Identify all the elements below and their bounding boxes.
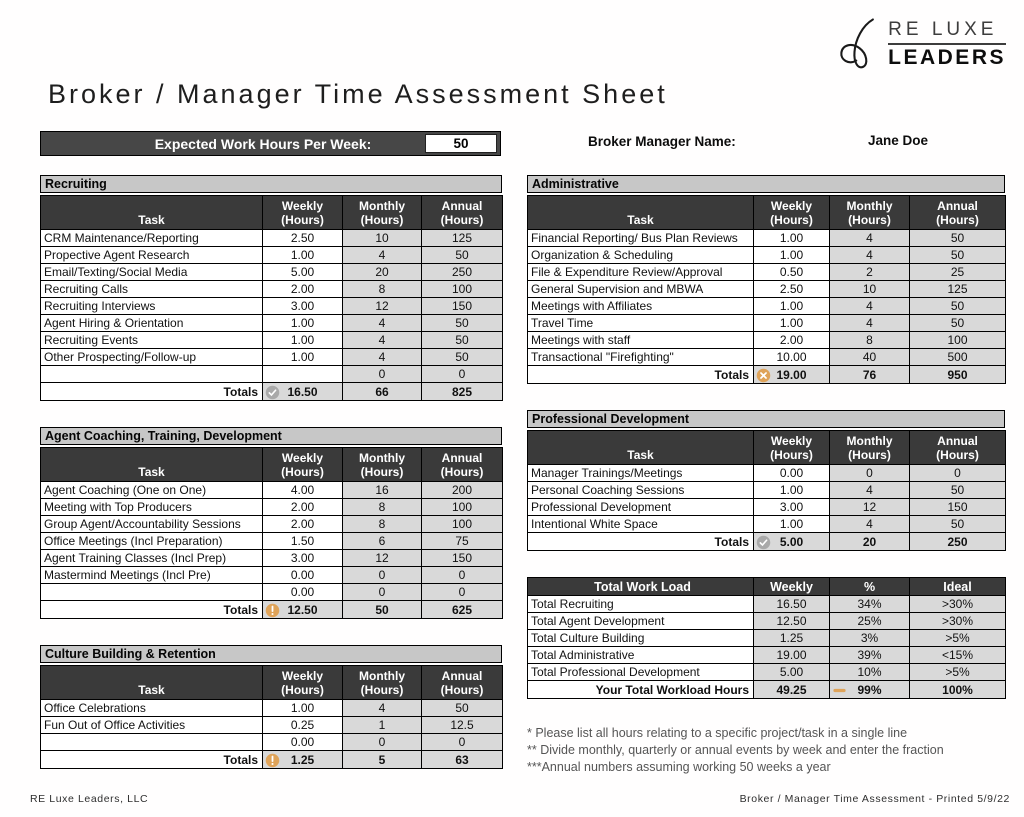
- monthly-cell: 12: [830, 499, 910, 516]
- table-row: [41, 734, 503, 751]
- monthly-cell: 10: [343, 230, 422, 247]
- totals-label: Totals: [528, 366, 754, 384]
- annual-cell: 50: [422, 247, 503, 264]
- totals-row: [528, 533, 1006, 551]
- weekly-cell: 0.25: [263, 717, 343, 734]
- weekly-cell: 0.50: [754, 264, 830, 281]
- task-table: [40, 665, 503, 769]
- annual-cell: 125: [910, 281, 1006, 298]
- weekly-cell: 3.00: [263, 298, 343, 315]
- annual-cell: 100: [910, 332, 1006, 349]
- task-cell: Recruiting Calls: [41, 281, 263, 298]
- weekly-cell: 0.00: [754, 465, 830, 482]
- column-header-task: Task: [528, 196, 754, 230]
- totals-annual-cell: 950: [910, 366, 1006, 384]
- task-cell: File & Expenditure Review/Approval: [528, 264, 754, 281]
- table-row: [41, 366, 503, 383]
- annual-cell: 200: [422, 482, 503, 499]
- totals-row: [41, 751, 503, 769]
- totals-label: Totals: [41, 383, 263, 401]
- totals-weekly-cell: 16.50: [263, 383, 343, 401]
- totals-monthly-cell: 20: [830, 533, 910, 551]
- totals-annual-cell: 825: [422, 383, 503, 401]
- professional-development-table: [527, 410, 1005, 551]
- column-header-weekly: Weekly (Hours): [263, 448, 343, 482]
- culture-table: [40, 645, 502, 769]
- workload-total-label: Your Total Workload Hours: [528, 681, 754, 699]
- annual-cell: 150: [910, 499, 1006, 516]
- annual-cell: 100: [422, 281, 503, 298]
- workload-row: [528, 647, 1006, 664]
- annual-cell: 0: [422, 567, 503, 584]
- task-cell: Mastermind Meetings (Incl Pre): [41, 567, 263, 584]
- weekly-cell: 1.00: [263, 700, 343, 717]
- table-row: [41, 230, 503, 247]
- task-table: [527, 195, 1006, 384]
- left-column: [40, 175, 502, 795]
- column-header-task: Task: [528, 431, 754, 465]
- footer-right: Broker / Manager Time Assessment - Printed 5/9/22: [739, 793, 1010, 805]
- workload-ideal: >30%: [910, 596, 1006, 613]
- workload-pct: 34%: [830, 596, 910, 613]
- weekly-cell: 10.00: [754, 349, 830, 366]
- table-row: [41, 550, 503, 567]
- monthly-cell: 4: [830, 516, 910, 533]
- annual-cell: 12.5: [422, 717, 503, 734]
- broker-name-label: Broker Manager Name:: [588, 134, 736, 149]
- weekly-cell: 1.00: [754, 315, 830, 332]
- task-cell: General Supervision and MBWA: [528, 281, 754, 298]
- table-row: [41, 332, 503, 349]
- monthly-cell: 4: [830, 298, 910, 315]
- exclamation-circle-icon: [265, 603, 280, 618]
- logo-line2: LEADERS: [888, 45, 1006, 69]
- monthly-cell: 12: [343, 298, 422, 315]
- monthly-cell: 4: [343, 349, 422, 366]
- weekly-cell: 2.50: [263, 230, 343, 247]
- column-header-weekly: Weekly (Hours): [263, 666, 343, 700]
- workload-header-weekly: Weekly: [754, 578, 830, 596]
- totals-annual-cell: 250: [910, 533, 1006, 551]
- administrative-table: [527, 175, 1005, 384]
- monthly-cell: 4: [343, 247, 422, 264]
- table-row: [41, 482, 503, 499]
- workload-pct: 25%: [830, 613, 910, 630]
- weekly-cell: 1.00: [263, 315, 343, 332]
- page-title: Broker / Manager Time Assessment Sheet: [48, 79, 668, 109]
- monthly-cell: 0: [343, 567, 422, 584]
- monthly-cell: 16: [343, 482, 422, 499]
- table-row: [41, 247, 503, 264]
- annual-cell: 75: [422, 533, 503, 550]
- task-cell: CRM Maintenance/Reporting: [41, 230, 263, 247]
- workload-category: Total Recruiting: [528, 596, 754, 613]
- table-row: [41, 281, 503, 298]
- annual-cell: 50: [422, 315, 503, 332]
- weekly-cell: [263, 366, 343, 383]
- task-cell: Fun Out of Office Activities: [41, 717, 263, 734]
- totals-monthly-cell: 76: [830, 366, 910, 384]
- table-row: [528, 230, 1006, 247]
- workload-header-ideal: Ideal: [910, 578, 1006, 596]
- monthly-cell: 8: [343, 516, 422, 533]
- weekly-cell: 2.00: [263, 516, 343, 533]
- totals-weekly-cell: 1.25: [263, 751, 343, 769]
- task-cell: [41, 734, 263, 751]
- weekly-cell: 3.00: [263, 550, 343, 567]
- column-header-annual: Annual (Hours): [910, 196, 1006, 230]
- totals-monthly-cell: 5: [343, 751, 422, 769]
- workload-ideal: <15%: [910, 647, 1006, 664]
- column-header-weekly: Weekly (Hours): [754, 196, 830, 230]
- annual-cell: 0: [422, 584, 503, 601]
- monthly-cell: 12: [343, 550, 422, 567]
- column-header-task: Task: [41, 196, 263, 230]
- monthly-cell: 4: [830, 230, 910, 247]
- workload-category: Total Professional Development: [528, 664, 754, 681]
- weekly-cell: 0.00: [263, 584, 343, 601]
- page-footer: [30, 793, 1010, 805]
- task-cell: Manager Trainings/Meetings: [528, 465, 754, 482]
- table-row: [528, 482, 1006, 499]
- task-cell: Recruiting Events: [41, 332, 263, 349]
- workload-header-pct: %: [830, 578, 910, 596]
- annual-cell: 50: [422, 700, 503, 717]
- task-cell: Travel Time: [528, 315, 754, 332]
- logo: [837, 16, 1006, 72]
- weekly-cell: 2.00: [754, 332, 830, 349]
- expected-hours-value: 50: [425, 134, 497, 153]
- table-row: [528, 332, 1006, 349]
- annual-cell: 125: [422, 230, 503, 247]
- task-cell: Professional Development: [528, 499, 754, 516]
- task-cell: Other Prospecting/Follow-up: [41, 349, 263, 366]
- table-title: Culture Building & Retention: [40, 645, 502, 663]
- weekly-cell: 1.50: [263, 533, 343, 550]
- task-cell: Propective Agent Research: [41, 247, 263, 264]
- column-header-monthly: Monthly (Hours): [830, 196, 910, 230]
- broker-name-value: Jane Doe: [868, 133, 929, 148]
- header-bar: [40, 131, 1005, 156]
- totals-label: Totals: [528, 533, 754, 551]
- annual-cell: 50: [910, 247, 1006, 264]
- table-row: [528, 298, 1006, 315]
- column-header-monthly: Monthly (Hours): [343, 666, 422, 700]
- monthly-cell: 4: [343, 700, 422, 717]
- workload-weekly: 1.25: [754, 630, 830, 647]
- exclamation-circle-icon: [265, 753, 280, 768]
- workload-row: [528, 596, 1006, 613]
- column-header-annual: Annual (Hours): [910, 431, 1006, 465]
- task-cell: Meeting with Top Producers: [41, 499, 263, 516]
- annual-cell: 25: [910, 264, 1006, 281]
- weekly-cell: 1.00: [754, 247, 830, 264]
- workload-ideal: >30%: [910, 613, 1006, 630]
- table-row: [528, 499, 1006, 516]
- monthly-cell: 10: [830, 281, 910, 298]
- column-header-monthly: Monthly (Hours): [343, 448, 422, 482]
- task-cell: Transactional "Firefighting": [528, 349, 754, 366]
- workload-ideal: >5%: [910, 630, 1006, 647]
- check-circle-icon: [265, 385, 280, 400]
- annual-cell: 50: [910, 298, 1006, 315]
- column-header-task: Task: [41, 666, 263, 700]
- annual-cell: 500: [910, 349, 1006, 366]
- footnote: * Please list all hours relating to a specific project/task in a single line: [527, 726, 908, 740]
- task-cell: [41, 584, 263, 601]
- column-header-annual: Annual (Hours): [422, 666, 503, 700]
- monthly-cell: 8: [830, 332, 910, 349]
- weekly-cell: 0.00: [263, 734, 343, 751]
- table-row: [41, 700, 503, 717]
- annual-cell: 0: [422, 366, 503, 383]
- annual-cell: 100: [422, 499, 503, 516]
- task-cell: Office Meetings (Incl Preparation): [41, 533, 263, 550]
- totals-label: Totals: [41, 751, 263, 769]
- monthly-cell: 8: [343, 281, 422, 298]
- column-header-annual: Annual (Hours): [422, 448, 503, 482]
- totals-monthly-cell: 66: [343, 383, 422, 401]
- weekly-cell: 5.00: [263, 264, 343, 281]
- table-row: [528, 264, 1006, 281]
- workload-total-ideal: 100%: [910, 681, 1006, 699]
- task-cell: Financial Reporting/ Bus Plan Reviews: [528, 230, 754, 247]
- table-row: [528, 315, 1006, 332]
- workload-weekly: 16.50: [754, 596, 830, 613]
- footnote: ** Divide monthly, quarterly or annual events by week and enter the fraction: [527, 743, 944, 757]
- table-row: [41, 298, 503, 315]
- annual-cell: 50: [910, 516, 1006, 533]
- recruiting-table: [40, 175, 502, 401]
- totals-weekly-cell: 19.00: [754, 366, 830, 384]
- task-cell: Recruiting Interviews: [41, 298, 263, 315]
- annual-cell: 50: [422, 349, 503, 366]
- monthly-cell: 4: [343, 315, 422, 332]
- column-header-monthly: Monthly (Hours): [343, 196, 422, 230]
- workload-ideal: >5%: [910, 664, 1006, 681]
- totals-annual-cell: 63: [422, 751, 503, 769]
- annual-cell: 50: [910, 315, 1006, 332]
- coaching-table: [40, 427, 502, 619]
- table-title: Administrative: [527, 175, 1005, 193]
- workload-row: [528, 664, 1006, 681]
- totals-row: [528, 366, 1006, 384]
- annual-cell: 100: [422, 516, 503, 533]
- workload-total-pct: 99%: [830, 681, 910, 699]
- weekly-cell: 1.00: [754, 230, 830, 247]
- footnotes: [527, 725, 1005, 776]
- annual-cell: 50: [422, 332, 503, 349]
- logo-line1: RE LUXE: [888, 19, 1006, 45]
- weekly-cell: 1.00: [754, 298, 830, 315]
- task-cell: Agent Coaching (One on One): [41, 482, 263, 499]
- workload-category: Total Agent Development: [528, 613, 754, 630]
- table-row: [41, 567, 503, 584]
- annual-cell: 50: [910, 230, 1006, 247]
- x-circle-icon: [756, 368, 771, 383]
- workload-category: Total Culture Building: [528, 630, 754, 647]
- task-cell: Agent Hiring & Orientation: [41, 315, 263, 332]
- task-cell: Organization & Scheduling: [528, 247, 754, 264]
- monthly-cell: 4: [830, 247, 910, 264]
- workload-total-row: [528, 681, 1006, 699]
- logo-ribbon-icon: [837, 16, 879, 72]
- task-table: [527, 430, 1006, 551]
- workload-pct: 3%: [830, 630, 910, 647]
- task-table: [40, 447, 503, 619]
- weekly-cell: 2.00: [263, 281, 343, 298]
- task-table: [40, 195, 503, 401]
- weekly-cell: 2.50: [754, 281, 830, 298]
- monthly-cell: 6: [343, 533, 422, 550]
- totals-weekly-cell: 12.50: [263, 601, 343, 619]
- annual-cell: 150: [422, 298, 503, 315]
- column-header-weekly: Weekly (Hours): [754, 431, 830, 465]
- table-row: [41, 584, 503, 601]
- footnote: ***Annual numbers assuming working 50 weeks a year: [527, 760, 831, 774]
- weekly-cell: 1.00: [754, 516, 830, 533]
- table-row: [41, 264, 503, 281]
- task-cell: Meetings with staff: [528, 332, 754, 349]
- workload-title: Total Work Load: [528, 578, 754, 596]
- table-title: Agent Coaching, Training, Development: [40, 427, 502, 445]
- column-header-weekly: Weekly (Hours): [263, 196, 343, 230]
- monthly-cell: 0: [343, 366, 422, 383]
- annual-cell: 250: [422, 264, 503, 281]
- totals-weekly-cell: 5.00: [754, 533, 830, 551]
- task-cell: Group Agent/Accountability Sessions: [41, 516, 263, 533]
- total-workload-table: [527, 577, 1005, 699]
- workload-table: [527, 577, 1006, 699]
- table-row: [528, 247, 1006, 264]
- column-header-task: Task: [41, 448, 263, 482]
- workload-pct: 39%: [830, 647, 910, 664]
- monthly-cell: 4: [343, 332, 422, 349]
- right-column: [527, 175, 1005, 776]
- workload-total-weekly: 49.25: [754, 681, 830, 699]
- annual-cell: 0: [422, 734, 503, 751]
- dash-icon: [832, 683, 847, 698]
- logo-text: [888, 19, 1006, 70]
- workload-pct: 10%: [830, 664, 910, 681]
- task-cell: Agent Training Classes (Incl Prep): [41, 550, 263, 567]
- task-cell: Office Celebrations: [41, 700, 263, 717]
- table-row: [528, 516, 1006, 533]
- monthly-cell: 0: [343, 584, 422, 601]
- table-row: [41, 315, 503, 332]
- footer-left: RE Luxe Leaders, LLC: [30, 793, 149, 805]
- column-header-annual: Annual (Hours): [422, 196, 503, 230]
- totals-monthly-cell: 50: [343, 601, 422, 619]
- monthly-cell: 0: [343, 734, 422, 751]
- weekly-cell: 2.00: [263, 499, 343, 516]
- table-row: [41, 717, 503, 734]
- table-row: [528, 465, 1006, 482]
- weekly-cell: 1.00: [263, 349, 343, 366]
- annual-cell: 150: [422, 550, 503, 567]
- weekly-cell: 1.00: [754, 482, 830, 499]
- workload-row: [528, 630, 1006, 647]
- workload-weekly: 12.50: [754, 613, 830, 630]
- expected-hours-label: Expected Work Hours Per Week:: [154, 135, 372, 152]
- totals-row: [41, 601, 503, 619]
- weekly-cell: 4.00: [263, 482, 343, 499]
- task-cell: Email/Texting/Social Media: [41, 264, 263, 281]
- task-cell: Meetings with Affiliates: [528, 298, 754, 315]
- monthly-cell: 1: [343, 717, 422, 734]
- table-title: Professional Development: [527, 410, 1005, 428]
- monthly-cell: 40: [830, 349, 910, 366]
- workload-category: Total Administrative: [528, 647, 754, 664]
- monthly-cell: 4: [830, 315, 910, 332]
- workload-row: [528, 613, 1006, 630]
- expected-hours-bar: [40, 131, 501, 156]
- weekly-cell: 0.00: [263, 567, 343, 584]
- totals-label: Totals: [41, 601, 263, 619]
- table-row: [41, 533, 503, 550]
- task-cell: Intentional White Space: [528, 516, 754, 533]
- monthly-cell: 4: [830, 482, 910, 499]
- monthly-cell: 2: [830, 264, 910, 281]
- workload-weekly: 5.00: [754, 664, 830, 681]
- task-cell: [41, 366, 263, 383]
- workload-weekly: 19.00: [754, 647, 830, 664]
- table-row: [41, 499, 503, 516]
- content-columns: [40, 175, 1005, 795]
- task-cell: Personal Coaching Sessions: [528, 482, 754, 499]
- table-row: [41, 516, 503, 533]
- table-row: [528, 349, 1006, 366]
- annual-cell: 0: [910, 465, 1006, 482]
- monthly-cell: 20: [343, 264, 422, 281]
- monthly-cell: 8: [343, 499, 422, 516]
- table-title: Recruiting: [40, 175, 502, 193]
- table-row: [41, 349, 503, 366]
- annual-cell: 50: [910, 482, 1006, 499]
- table-row: [528, 281, 1006, 298]
- weekly-cell: 3.00: [754, 499, 830, 516]
- weekly-cell: 1.00: [263, 332, 343, 349]
- weekly-cell: 1.00: [263, 247, 343, 264]
- check-circle-icon: [756, 535, 771, 550]
- totals-row: [41, 383, 503, 401]
- totals-annual-cell: 625: [422, 601, 503, 619]
- monthly-cell: 0: [830, 465, 910, 482]
- column-header-monthly: Monthly (Hours): [830, 431, 910, 465]
